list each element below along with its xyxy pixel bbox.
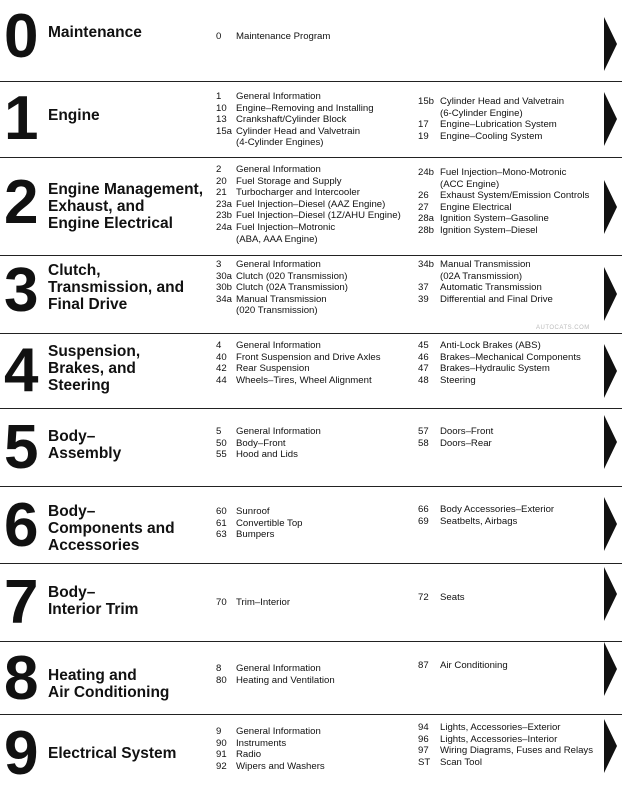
section-title: Engine (48, 107, 100, 124)
entry-code: 72 (418, 592, 429, 603)
entry-label: Convertible Top (236, 517, 303, 529)
arrow-tab-icon[interactable] (604, 267, 617, 321)
entry-label: Rear Suspension (236, 363, 310, 375)
entry-label: Air Conditioning (440, 660, 508, 671)
entry-code: 30b (216, 282, 233, 294)
entry-label: Scan Tool (440, 756, 482, 768)
arrow-tab-icon[interactable] (604, 344, 617, 398)
entry-code: 4 (216, 340, 222, 351)
section-title: Clutch, Transmission, and Final Drive (48, 262, 185, 313)
list-item[interactable] (216, 352, 406, 364)
right-column (418, 340, 596, 386)
entry-code: 87 (418, 660, 429, 671)
entry-code: 20 (216, 175, 227, 187)
entry-code: 90 (216, 737, 227, 749)
entry-label: Trim–Interior (236, 597, 291, 608)
entry-code: 3 (216, 259, 222, 270)
list-item[interactable] (216, 164, 406, 176)
section-title: Body– Components and Accessories (48, 503, 175, 554)
entry-code: 27 (418, 201, 429, 213)
section-5[interactable] (0, 408, 622, 486)
entry-label: Lights, Accessories–Exterior (440, 722, 561, 733)
left-column (216, 426, 406, 461)
entry-code: 94 (418, 722, 429, 733)
list-item[interactable] (418, 734, 596, 746)
section-8[interactable] (0, 641, 622, 714)
section-4[interactable] (0, 333, 622, 408)
section-number: 7 (4, 568, 37, 637)
entry-label: Bumpers (236, 529, 275, 541)
list-item[interactable] (216, 126, 406, 149)
section-number: 0 (4, 2, 37, 71)
entry-label: Brakes–Hydraulic System (440, 363, 550, 375)
list-item[interactable] (418, 282, 596, 294)
entry-label: Automatic Transmission (440, 282, 542, 294)
arrow-tab-icon[interactable] (604, 567, 617, 621)
list-item[interactable] (216, 176, 406, 188)
entry-label: Seats (440, 592, 465, 603)
list-item[interactable] (216, 282, 406, 294)
entry-code: 61 (216, 517, 227, 529)
entry-code: 58 (418, 437, 429, 449)
entry-label: Engine–Lubrication System (440, 119, 557, 131)
entry-code: 24a (216, 221, 233, 233)
entry-label: Lights, Accessories–Interior (440, 733, 558, 745)
section-title: Engine Management, Exhaust, and Engine Electrical (48, 181, 204, 232)
list-item[interactable] (418, 340, 596, 352)
entry-label: Radio (236, 749, 262, 761)
entry-label: Anti-Lock Brakes (ABS) (440, 340, 541, 351)
section-number: 9 (4, 719, 37, 788)
entry-label: Wiring Diagrams, Fuses and Relays (440, 745, 594, 757)
entry-label: Instruments (236, 737, 287, 749)
left-column (216, 340, 406, 386)
list-item[interactable] (216, 363, 406, 375)
list-item[interactable] (216, 375, 406, 387)
arrow-tab-icon[interactable] (604, 17, 617, 71)
section-number: 3 (4, 256, 37, 325)
right-column (418, 504, 596, 527)
list-item[interactable] (216, 114, 406, 126)
list-item[interactable] (418, 438, 596, 450)
list-item[interactable] (216, 259, 406, 271)
entry-label: Turbocharger and Intercooler (236, 187, 360, 199)
arrow-tab-icon[interactable] (604, 719, 617, 773)
entry-label: Engine–Cooling System (440, 130, 543, 142)
list-item[interactable] (216, 663, 406, 675)
entry-label: General Information (236, 91, 321, 102)
list-item[interactable] (418, 757, 596, 769)
section-title: Electrical System (48, 745, 177, 762)
entry-code: 70 (216, 597, 227, 608)
entry-label: Fuel Injection–Diesel (AAZ Engine) (236, 198, 386, 210)
list-item[interactable] (418, 592, 596, 604)
arrow-tab-icon[interactable] (604, 415, 617, 469)
entry-code: ST (418, 756, 431, 768)
list-item[interactable] (418, 131, 596, 143)
entry-label: Crankshaft/Cylinder Block (236, 114, 347, 126)
entry-label: Hood and Lids (236, 449, 298, 461)
entry-code: 23b (216, 210, 233, 222)
right-column (418, 592, 596, 604)
entry-code: 39 (418, 293, 429, 305)
list-item[interactable] (418, 225, 596, 237)
entry-code: 37 (418, 282, 429, 294)
entry-label: General Information (236, 340, 321, 351)
section-number: 8 (4, 644, 37, 713)
left-column (216, 164, 406, 245)
list-item[interactable] (418, 722, 596, 734)
entry-label: Body Accessories–Exterior (440, 504, 555, 515)
list-item[interactable] (418, 375, 596, 387)
section-title: Suspension, Brakes, and Steering (48, 343, 141, 394)
entry-code: 66 (418, 504, 429, 515)
entry-code: 91 (216, 749, 227, 761)
section-1[interactable] (0, 81, 622, 157)
right-column (418, 96, 596, 142)
section-number: 5 (4, 413, 37, 482)
right-column (418, 259, 596, 305)
entry-code: 57 (418, 426, 429, 437)
section-number: 2 (4, 168, 37, 237)
entry-label: Wipers and Washers (236, 760, 325, 772)
list-item[interactable] (418, 202, 596, 214)
entry-label: Exhaust System/Emission Controls (440, 190, 590, 202)
list-item[interactable] (418, 294, 596, 306)
arrow-tab-icon[interactable] (604, 497, 617, 551)
entry-code: 30a (216, 270, 233, 282)
list-item[interactable] (216, 199, 406, 211)
entry-code: 44 (216, 374, 227, 386)
entry-code: 15b (418, 96, 435, 107)
entry-code: 96 (418, 733, 429, 745)
entry-label: Seatbelts, Airbags (440, 515, 518, 527)
list-item[interactable] (418, 167, 596, 190)
list-item[interactable] (418, 516, 596, 528)
list-item[interactable] (216, 340, 406, 352)
entry-code: 45 (418, 340, 429, 351)
entry-label: Front Suspension and Drive Axles (236, 351, 381, 363)
entry-code: 34a (216, 293, 233, 305)
list-item[interactable] (216, 31, 406, 43)
list-item[interactable] (418, 504, 596, 516)
list-item[interactable] (216, 761, 406, 773)
entry-label: Differential and Final Drive (440, 293, 553, 305)
entry-label: Fuel Injection–Motronic (ABA, AAA Engine) (236, 221, 336, 245)
list-item[interactable] (216, 222, 406, 245)
entry-label: Clutch (02A Transmission) (236, 282, 348, 294)
entry-code: 40 (216, 351, 227, 363)
entry-code: 28a (418, 213, 435, 225)
list-item[interactable] (216, 506, 406, 518)
arrow-tab-icon[interactable] (604, 180, 617, 234)
right-column (418, 660, 596, 672)
list-item[interactable] (418, 119, 596, 131)
left-column (216, 726, 406, 772)
entry-code: 46 (418, 351, 429, 363)
entry-label: General Information (236, 259, 321, 270)
entry-code: 63 (216, 529, 227, 541)
list-item[interactable] (216, 749, 406, 761)
list-item[interactable] (216, 518, 406, 530)
entry-label: Maintenance Program (236, 31, 331, 42)
entry-code: 55 (216, 449, 227, 461)
list-item[interactable] (418, 426, 596, 438)
entry-code: 8 (216, 663, 222, 674)
list-item[interactable] (216, 426, 406, 438)
entry-code: 1 (216, 91, 222, 102)
left-column (216, 506, 406, 541)
entry-label: Cylinder Head and Valvetrain (6-Cylinder Engine) (440, 96, 565, 119)
entry-code: 9 (216, 726, 222, 737)
right-column (418, 167, 596, 237)
entry-code: 47 (418, 363, 429, 375)
arrow-tab-icon[interactable] (604, 642, 617, 696)
list-item[interactable] (418, 96, 596, 119)
list-item[interactable] (216, 597, 406, 609)
list-item[interactable] (216, 210, 406, 222)
list-item[interactable] (216, 738, 406, 750)
entry-code: 17 (418, 119, 429, 131)
entry-code: 97 (418, 745, 429, 757)
entry-code: 0 (216, 31, 222, 42)
list-item[interactable] (216, 438, 406, 450)
list-item[interactable] (216, 271, 406, 283)
list-item[interactable] (216, 187, 406, 199)
entry-label: Manual Transmission (020 Transmission) (236, 293, 327, 317)
list-item[interactable] (418, 213, 596, 225)
entry-label: Heating and Ventilation (236, 674, 335, 686)
entry-label: Doors–Front (440, 426, 494, 437)
left-column (216, 91, 406, 149)
section-number: 1 (4, 84, 37, 153)
section-7[interactable] (0, 563, 622, 641)
entry-label: Engine–Removing and Installing (236, 102, 374, 114)
entry-label: Sunroof (236, 506, 270, 517)
entry-code: 19 (418, 130, 429, 142)
list-item[interactable] (418, 660, 596, 672)
entry-code: 10 (216, 102, 227, 114)
list-item[interactable] (216, 449, 406, 461)
list-item[interactable] (216, 529, 406, 541)
entry-code: 50 (216, 437, 227, 449)
entry-code: 48 (418, 374, 429, 386)
entry-code: 92 (216, 760, 227, 772)
section-title: Body– Interior Trim (48, 584, 139, 618)
entry-label: Body–Front (236, 437, 286, 449)
section-title: Heating and Air Conditioning (48, 667, 170, 701)
list-item[interactable] (216, 91, 406, 103)
list-item[interactable] (216, 103, 406, 115)
entry-code: 69 (418, 515, 429, 527)
left-column (216, 663, 406, 686)
list-item[interactable] (418, 190, 596, 202)
section-0[interactable] (0, 0, 622, 81)
section-9[interactable] (0, 714, 622, 789)
watermark: AUTOCATS.COM (536, 325, 590, 331)
entry-code: 21 (216, 187, 227, 199)
arrow-tab-icon[interactable] (604, 92, 617, 146)
section-6[interactable] (0, 486, 622, 563)
list-item[interactable] (418, 259, 596, 282)
entry-code: 42 (216, 363, 227, 375)
list-item[interactable] (216, 726, 406, 738)
right-column (418, 426, 596, 449)
left-column (216, 31, 406, 43)
left-column (216, 259, 406, 317)
entry-label: General Information (236, 726, 321, 737)
entry-label: Brakes–Mechanical Components (440, 351, 581, 363)
entry-label: Ignition System–Gasoline (440, 213, 549, 225)
section-title: Maintenance (48, 24, 142, 41)
entry-code: 34b (418, 259, 435, 270)
entry-code: 23a (216, 198, 233, 210)
entry-code: 80 (216, 674, 227, 686)
entry-label: Fuel Injection–Mono-Motronic (ACC Engine) (440, 167, 567, 190)
entry-label: Cylinder Head and Valvetrain (4-Cylinder Engines) (236, 125, 361, 149)
entry-label: General Information (236, 663, 321, 674)
entry-label: Fuel Storage and Supply (236, 175, 342, 187)
section-title: Body– Assembly (48, 428, 122, 462)
list-item[interactable] (418, 363, 596, 375)
entry-code: 5 (216, 426, 222, 437)
list-item[interactable] (216, 675, 406, 687)
list-item[interactable] (216, 294, 406, 317)
entry-code: 13 (216, 114, 227, 126)
entry-label: Manual Transmission (02A Transmission) (440, 259, 531, 282)
section-3[interactable] (0, 255, 622, 333)
section-number: 6 (4, 491, 37, 560)
entry-label: General Information (236, 164, 321, 175)
entry-label: Ignition System–Diesel (440, 224, 538, 236)
entry-label: Wheels–Tires, Wheel Alignment (236, 374, 372, 386)
entry-label: Clutch (020 Transmission) (236, 270, 348, 282)
entry-label: General Information (236, 426, 321, 437)
entry-label: Steering (440, 374, 476, 386)
entry-code: 60 (216, 506, 227, 517)
entry-code: 28b (418, 224, 435, 236)
left-column (216, 597, 406, 609)
entry-code: 24b (418, 167, 435, 178)
entry-code: 15a (216, 125, 233, 137)
list-item[interactable] (418, 745, 596, 757)
entry-code: 2 (216, 164, 222, 175)
right-column (418, 722, 596, 768)
entry-label: Fuel Injection–Diesel (1Z/AHU Engine) (236, 210, 401, 222)
entry-label: Doors–Rear (440, 437, 492, 449)
entry-label: Engine Electrical (440, 201, 512, 213)
list-item[interactable] (418, 352, 596, 364)
section-2[interactable] (0, 157, 622, 255)
entry-code: 26 (418, 190, 429, 202)
section-number: 4 (4, 336, 37, 405)
